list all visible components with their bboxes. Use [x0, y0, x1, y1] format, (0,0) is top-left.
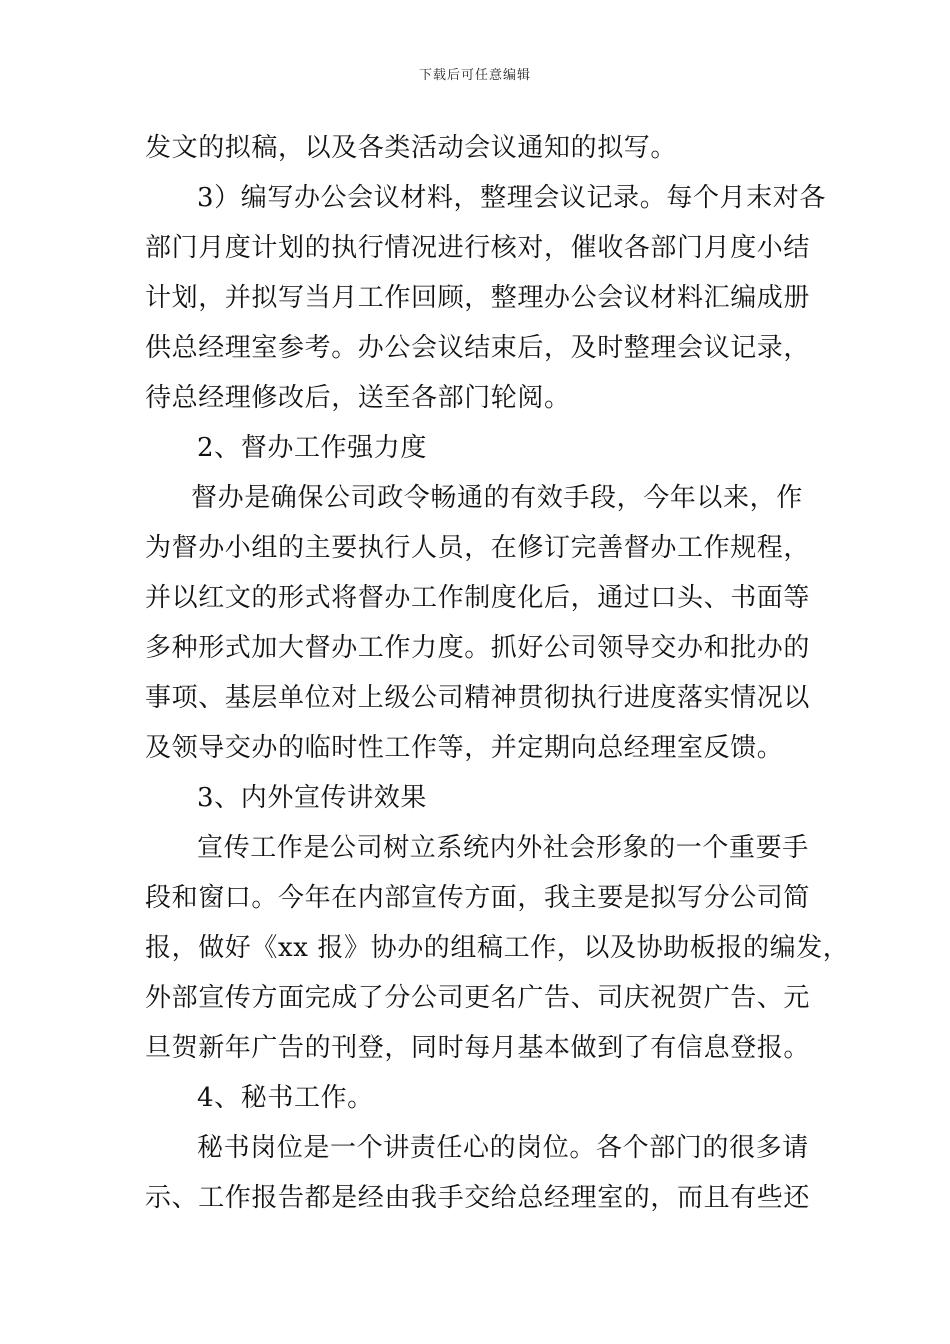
text-line: 为督办小组的主要执行人员，在修订完善督办工作规程，: [145, 533, 811, 563]
text-line: 供总经理室参考。办公会议结束后，及时整理会议记录，: [145, 333, 811, 363]
text-line: 及领导交办的临时性工作等，并定期向总经理室反馈。: [145, 733, 784, 763]
text-line: 3）编写办公会议材料，整理会议记录。每个月末对各: [197, 183, 826, 213]
section-heading: 3、内外宣传讲效果: [197, 783, 427, 813]
text-line: 宣传工作是公司树立系统内外社会形象的一个重要手: [197, 833, 809, 863]
text-line: 外部宣传方面完成了分公司更名广告、司庆祝贺广告、元: [145, 983, 811, 1013]
text-line: 计划，并拟写当月工作回顾，整理办公会议材料汇编成册: [145, 283, 811, 313]
text-line: 示、工作报告都是经由我手交给总经理室的，而且有些还: [145, 1183, 811, 1213]
section-heading: 2、督办工作强力度: [197, 433, 427, 463]
text-line: 旦贺新年广告的刊登，同时每月基本做到了有信息登报。: [145, 1033, 811, 1063]
page-header: 下载后可任意编辑: [418, 68, 531, 83]
text-line: 发文的拟稿，以及各类活动会议通知的拟写。: [145, 133, 678, 163]
document-body: [145, 123, 850, 1223]
text-line: 多种形式加大督办工作力度。抓好公司领导交办和批办的: [145, 633, 811, 663]
text-line: 报，做好《xx 报》协办的组稿工作，以及协助板报的编发，: [145, 933, 850, 963]
section-heading: 4、秘书工作。: [197, 1083, 374, 1113]
text-line: 事项、基层单位对上级公司精神贯彻执行进度落实情况以: [145, 683, 811, 713]
text-line: 督办是确保公司政令畅通的有效手段，今年以来，作: [191, 483, 803, 513]
text-line: 部门月度计划的执行情况进行核对，催收各部门月度小结: [145, 233, 811, 263]
text-line: 待总经理修改后，送至各部门轮阅。: [145, 383, 571, 413]
text-line: 秘书岗位是一个讲责任心的岗位。各个部门的很多请: [197, 1133, 809, 1163]
text-line: 段和窗口。今年在内部宣传方面，我主要是拟写分公司简: [145, 883, 811, 913]
text-line: 并以红文的形式将督办工作制度化后，通过口头、书面等: [145, 583, 811, 613]
